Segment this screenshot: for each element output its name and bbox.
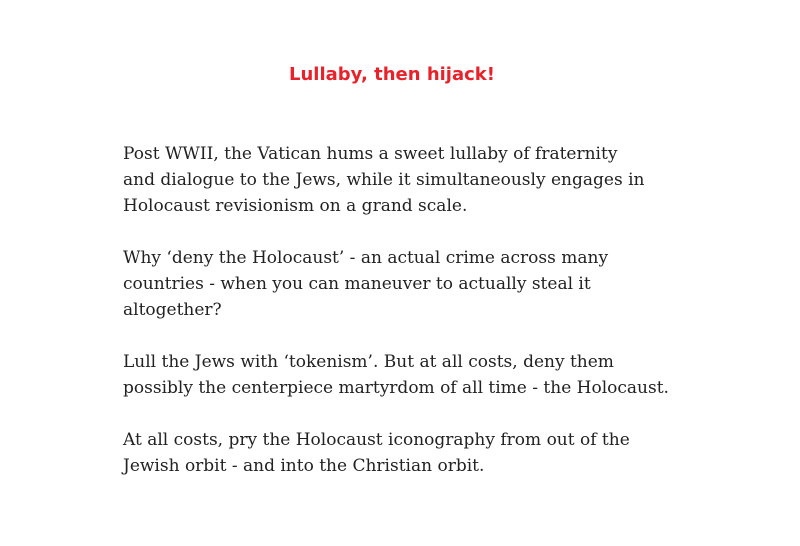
document-body bbox=[123, 141, 683, 505]
text-line: Post WWII, the Vatican hums a sweet lullaby of fraternity bbox=[123, 144, 618, 164]
text-line: and dialogue to the Jews, while it simultaneously engages in bbox=[123, 170, 645, 190]
paragraph-3 bbox=[123, 349, 683, 401]
page-title: Lullaby, then hijack! bbox=[289, 64, 495, 85]
paragraph-4 bbox=[123, 427, 683, 479]
text-line: Lull the Jews with ‘tokenism’. But at all costs, deny them bbox=[123, 352, 614, 372]
text-line: countries - when you can maneuver to actually steal it bbox=[123, 274, 591, 294]
text-line: altogether? bbox=[123, 300, 222, 320]
text-line: Jewish orbit - and into the Christian orbit. bbox=[123, 456, 485, 476]
text-line: possibly the centerpiece martyrdom of all time - the Holocaust. bbox=[123, 378, 669, 398]
text-line: Holocaust revisionism on a grand scale. bbox=[123, 196, 468, 216]
text-line: Why ‘deny the Holocaust’ - an actual crime across many bbox=[123, 248, 609, 268]
text-line: At all costs, pry the Holocaust iconography from out of the bbox=[123, 430, 630, 450]
paragraph-1 bbox=[123, 141, 683, 219]
paragraph-2 bbox=[123, 245, 683, 323]
